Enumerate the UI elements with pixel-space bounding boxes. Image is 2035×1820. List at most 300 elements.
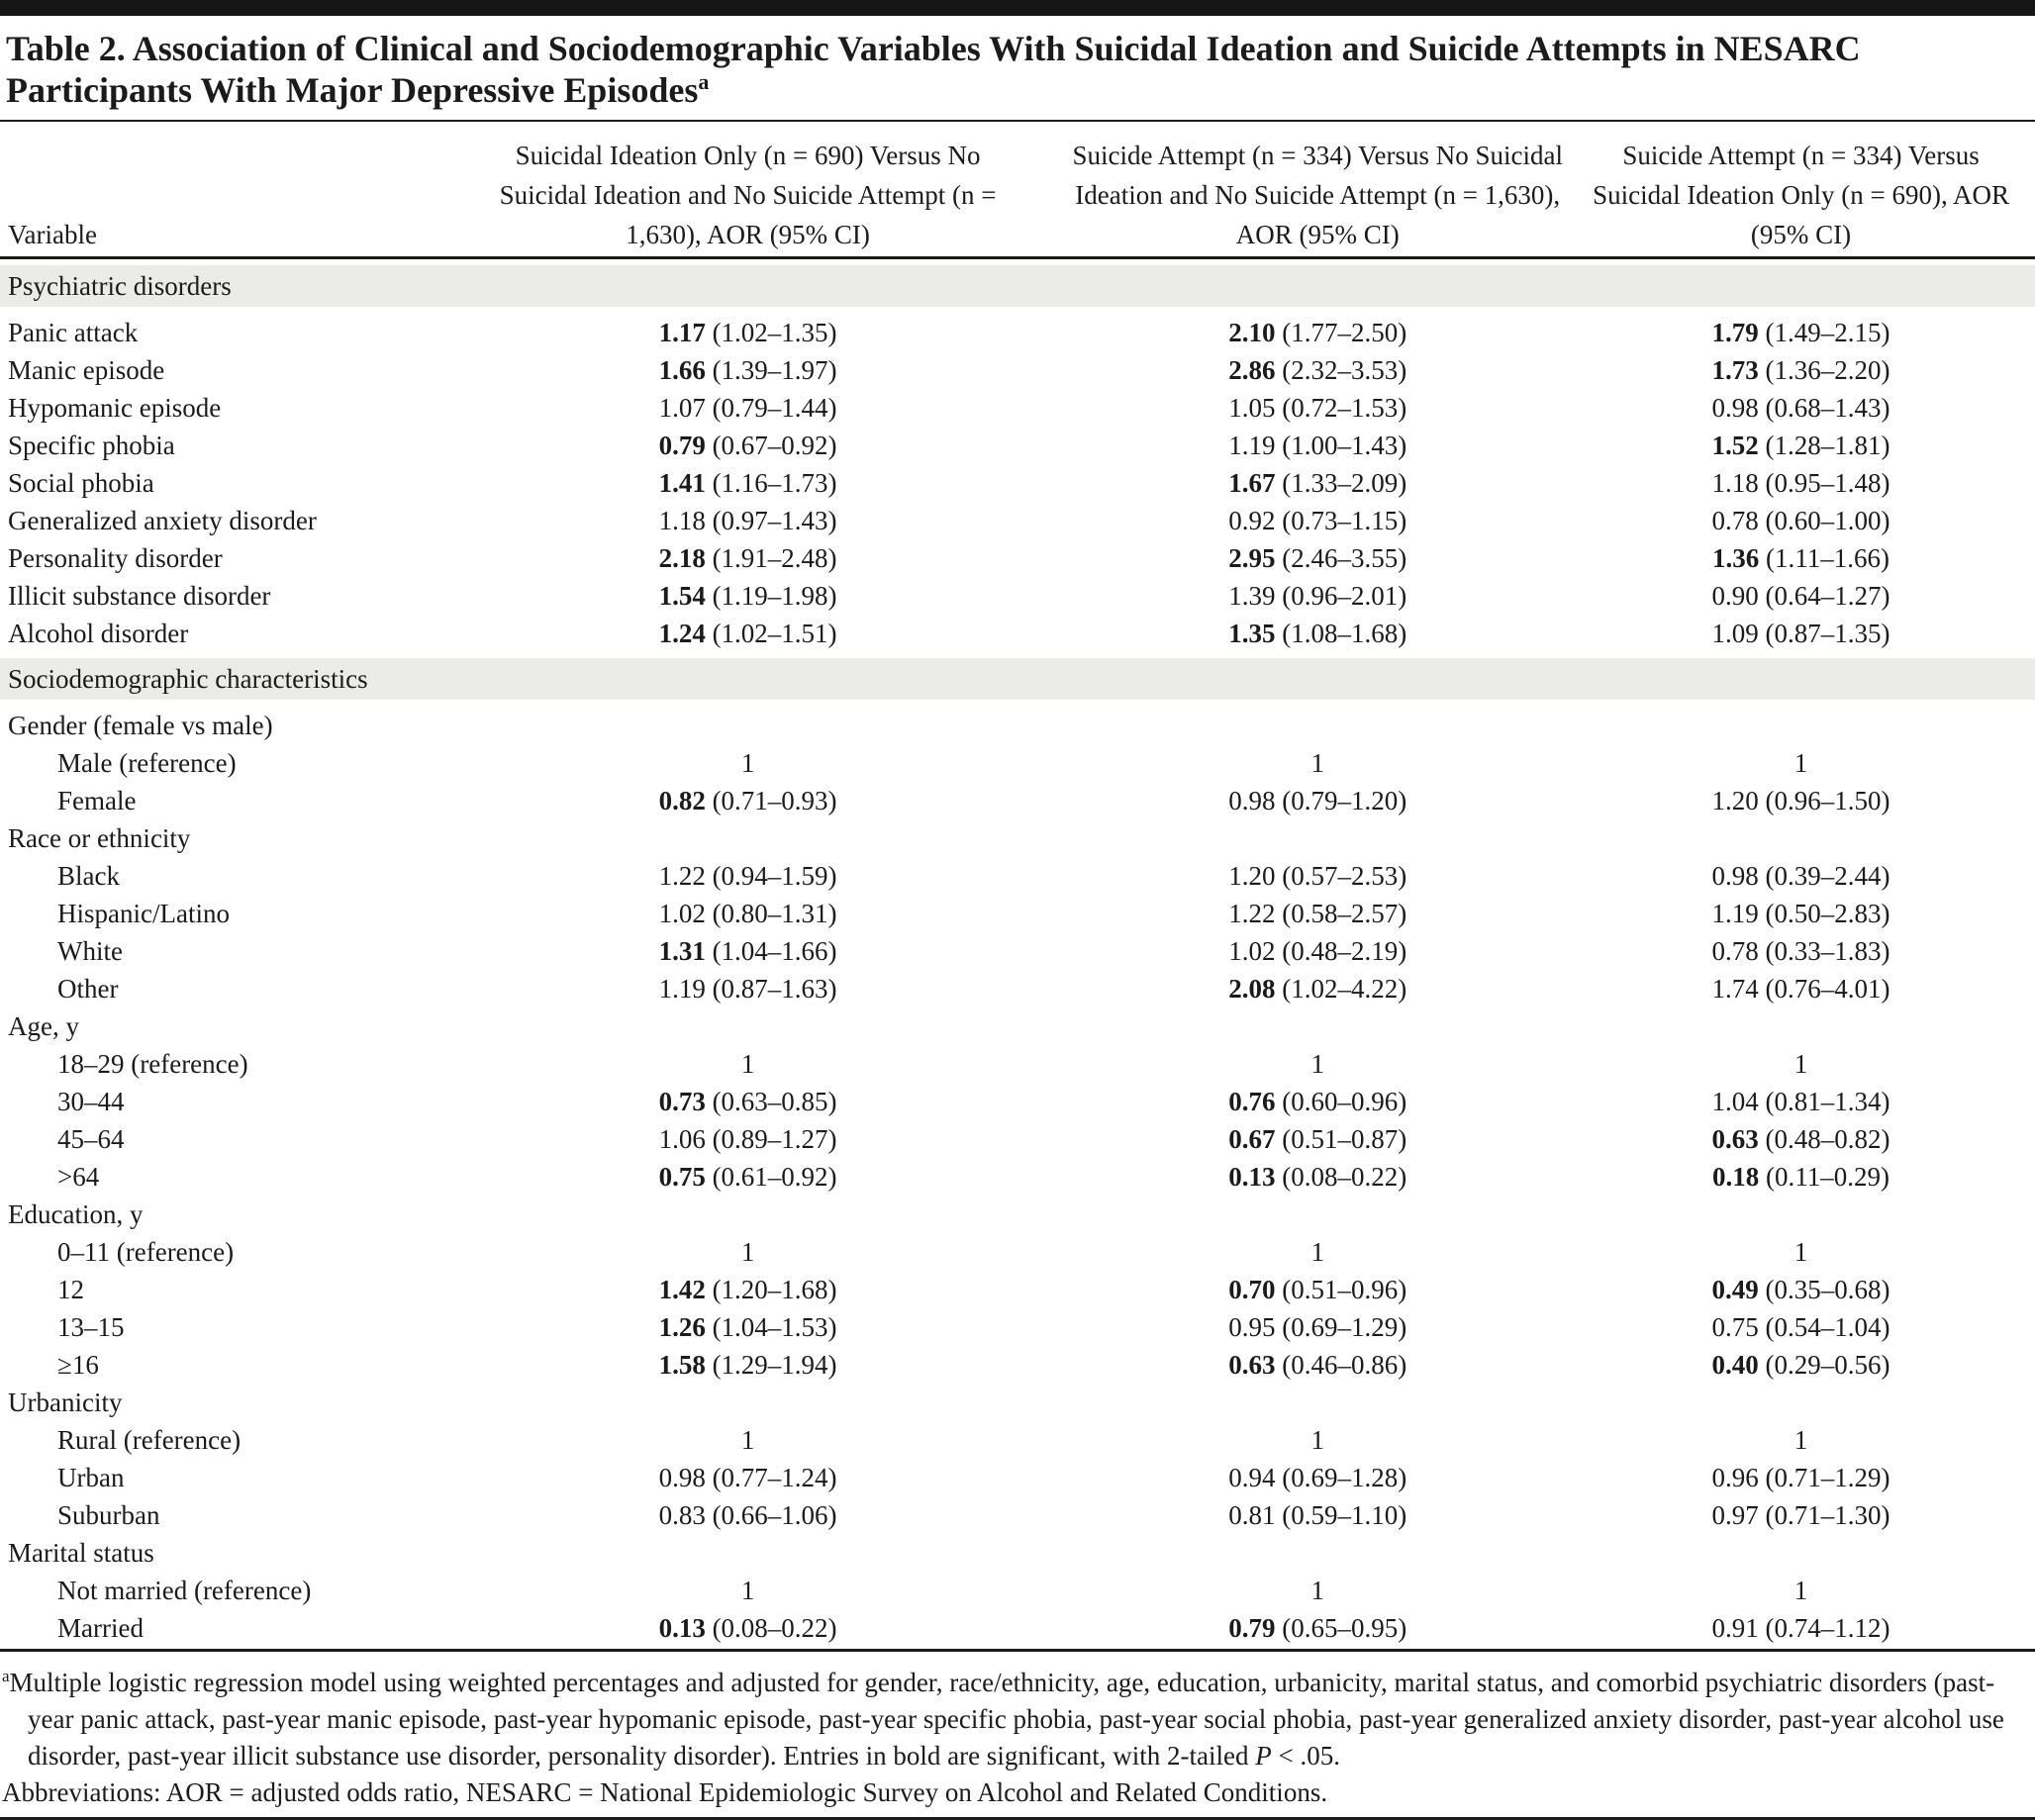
confidence-interval: (0.39–2.44) [1765,860,1890,891]
column-header-ideation-vs-none [428,122,1069,258]
aor-value-cell [428,1308,1069,1346]
confidence-interval: (0.48–2.19) [1282,935,1407,966]
confidence-interval: (0.48–0.82) [1765,1123,1890,1154]
aor-value-cell [1567,1045,2035,1083]
aor-value: 1 [740,1424,755,1455]
aor-value: 0.78 [1711,505,1759,535]
variable-label: Manic episode [8,354,165,385]
aor-value: 0.90 [1711,580,1759,611]
aor-value-cell [428,1572,1069,1609]
aor-value: 2.10 [1228,317,1276,347]
aor-value: 1 [1793,1575,1808,1605]
aor-value-cell [1567,1346,2035,1384]
confidence-interval: (0.60–1.00) [1765,505,1890,535]
page-bottom-rule [0,1817,2035,1820]
aor-value-cell [428,1045,1069,1083]
table-row [0,1346,2035,1384]
section-cell [0,257,2035,314]
variable-label: Panic attack [8,317,139,347]
confidence-interval: (1.77–2.50) [1282,317,1407,347]
confidence-interval: (0.87–1.63) [712,973,837,1004]
confidence-interval: (0.59–1.10) [1282,1499,1407,1530]
footnote-a-marker: a [2,1666,10,1685]
aor-value-cell [428,1609,1069,1647]
table-row [0,1496,2035,1534]
confidence-interval: (1.02–1.35) [712,317,837,347]
aor-value-cell [1068,895,1567,932]
aor-value: 0.78 [1711,935,1759,966]
aor-value-cell [1567,1308,2035,1346]
confidence-interval: (0.51–0.96) [1282,1274,1407,1304]
aor-value-cell [1068,1271,1567,1308]
aor-value: 0.49 [1711,1274,1759,1304]
aor-value: 1.24 [658,618,706,648]
confidence-interval: (0.96–1.50) [1765,785,1890,815]
aor-value: 0.97 [1711,1499,1759,1530]
aor-value-cell [1068,1346,1567,1384]
confidence-interval: (0.64–1.27) [1765,580,1890,611]
confidence-interval: (1.91–2.48) [712,542,837,573]
aor-value-cell [1068,539,1567,577]
aor-value: 1.52 [1711,430,1759,460]
aor-value-cell [428,539,1069,577]
confidence-interval: (0.87–1.35) [1765,618,1890,648]
aor-value: 0.82 [658,785,706,815]
variable-label: ≥16 [57,1349,99,1380]
aor-value: 0.13 [658,1612,706,1643]
aor-value-cell [428,351,1069,389]
table-row [0,1459,2035,1496]
variable-label: Urban [57,1462,125,1492]
aor-value-cell [428,389,1069,427]
aor-value-cell [1068,577,1567,615]
section-header-label: Psychiatric disorders [0,265,2035,307]
aor-value: 1.20 [1711,785,1759,815]
confidence-interval: (0.08–0.22) [712,1612,837,1643]
table-row [0,1609,2035,1647]
aor-value: 0.75 [658,1161,706,1192]
table-row [0,389,2035,427]
aor-value-cell [428,1384,1069,1421]
aor-value: 1.02 [1228,935,1276,966]
aor-value-cell [1068,1421,1567,1459]
table-title-text: Table 2. Association of Clinical and Sociodemographic Variables With Suicidal Ideation and Suicide Attempts in NESARC Participants With Major Depressive Episodes [6,29,1861,111]
aor-value: 1.18 [658,505,706,535]
aor-value: 0.79 [658,430,706,460]
table-title-footnote-marker: a [698,69,710,95]
variable-label: 45–64 [57,1123,125,1154]
confidence-interval: (2.32–3.53) [1282,354,1407,385]
footnotes [0,1658,2035,1811]
aor-value-cell [1068,1158,1567,1196]
variable-label: White [57,935,123,966]
aor-value: 0.96 [1711,1462,1759,1492]
aor-value-cell [1567,1120,2035,1158]
aor-value-cell [1567,351,2035,389]
aor-value: 0.98 [1711,392,1759,423]
aor-value-cell [428,895,1069,932]
aor-value-cell [1068,707,1567,744]
aor-value-cell [1068,351,1567,389]
aor-value-cell [1068,1045,1567,1083]
aor-value-cell [428,744,1069,782]
aor-value-cell [1567,1271,2035,1308]
aor-value-cell [428,464,1069,502]
aor-value-cell [1567,539,2035,577]
aor-value-cell [1567,932,2035,970]
section-row [0,652,2035,707]
aor-value: 1 [1310,1048,1324,1079]
column-header-attempt-vs-ideation [1567,122,2035,258]
aor-value-cell [1567,427,2035,464]
table-bottom-rule [0,1649,2035,1652]
aor-value-cell [1068,1233,1567,1271]
confidence-interval: (0.54–1.04) [1765,1311,1890,1342]
aor-value-cell [1068,1083,1567,1120]
variable-label: Suburban [57,1499,160,1530]
aor-value-cell [1567,1609,2035,1647]
aor-value-cell [1567,970,2035,1007]
aor-value: 1.41 [658,467,706,498]
aor-value: 1.18 [1711,467,1759,498]
aor-value-cell [1068,1496,1567,1534]
aor-value-cell [1068,1534,1567,1572]
confidence-interval: (1.00–1.43) [1282,430,1407,460]
table-row [0,1045,2035,1083]
aor-value-cell [428,970,1069,1007]
confidence-interval: (0.69–1.28) [1282,1462,1407,1492]
footnote-a-p-value: < .05. [1271,1740,1340,1771]
aor-value: 1.54 [658,580,706,611]
aor-value: 0.98 [658,1462,706,1492]
aor-value-cell [1068,1308,1567,1346]
aor-value-cell [428,707,1069,744]
aor-value: 1.42 [658,1274,706,1304]
table-row [0,1421,2035,1459]
variable-label: 13–15 [57,1311,125,1342]
aor-value: 0.92 [1228,505,1276,535]
aor-value: 0.67 [1228,1123,1276,1154]
aor-value-cell [428,314,1069,351]
aor-value-cell [428,819,1069,857]
aor-value: 1 [1310,1575,1324,1605]
aor-value: 0.18 [1712,1161,1760,1192]
aor-value: 1.39 [1228,580,1276,611]
aor-value-cell [428,1196,1069,1233]
confidence-interval: (0.73–1.15) [1282,505,1407,535]
aor-value-cell [428,427,1069,464]
variable-label: Black [57,860,120,891]
variable-label: 30–44 [57,1086,125,1116]
aor-value: 0.91 [1711,1612,1759,1643]
aor-value-cell [1068,782,1567,819]
confidence-interval: (0.97–1.43) [712,505,837,535]
confidence-interval: (0.89–1.27) [712,1123,837,1154]
aor-value: 1 [1310,1424,1324,1455]
aor-value: 1 [740,1575,755,1605]
aor-value-cell [428,1271,1069,1308]
confidence-interval: (0.33–1.83) [1765,935,1890,966]
confidence-interval: (0.96–2.01) [1282,580,1407,611]
column-header-attempt-vs-none [1068,122,1567,258]
variable-label: 18–29 (reference) [57,1048,248,1079]
group-row [0,1384,2035,1421]
table-row [0,970,2035,1007]
confidence-interval: (0.57–2.53) [1282,860,1407,891]
group-label: Gender (female vs male) [8,710,273,740]
confidence-interval: (0.46–0.86) [1282,1349,1407,1380]
aor-value-cell [1567,1196,2035,1233]
aor-value: 1 [1793,1424,1808,1455]
aor-value-cell [1068,1120,1567,1158]
table-row [0,351,2035,389]
aor-value-cell [428,1233,1069,1271]
confidence-interval: (0.71–1.29) [1765,1462,1890,1492]
column-header-attempt-vs-none-text: Suicide Attempt (n = 334) Versus No Suicidal Ideation and No Suicide Attempt (n = 1,630), AOR (95% CI) [1072,140,1563,249]
aor-value-cell [1068,1459,1567,1496]
aor-value-cell [1068,1572,1567,1609]
group-label: Age, y [8,1010,79,1041]
aor-value-cell [428,932,1069,970]
aor-value-cell [1068,427,1567,464]
group-row [0,1534,2035,1572]
aor-value: 1.07 [658,392,706,423]
aor-value: 0.40 [1711,1349,1759,1380]
aor-value: 0.13 [1228,1161,1276,1192]
table-row [0,539,2035,577]
aor-value-cell [1567,819,2035,857]
aor-value: 2.18 [658,542,706,573]
confidence-interval: (0.51–0.87) [1282,1123,1407,1154]
confidence-interval: (1.16–1.73) [712,467,837,498]
confidence-interval: (0.79–1.20) [1282,785,1407,815]
table-row [0,502,2035,539]
aor-value: 1.05 [1228,392,1276,423]
aor-value-cell [1068,970,1567,1007]
aor-value: 0.70 [1228,1274,1276,1304]
column-header-attempt-vs-ideation-text: Suicide Attempt (n = 334) Versus Suicidal Ideation Only (n = 690), AOR (95% CI) [1593,140,2010,249]
aor-value: 1 [740,1236,755,1267]
confidence-interval: (0.80–1.31) [712,898,837,928]
aor-value: 1.19 [658,973,706,1004]
confidence-interval: (1.08–1.68) [1282,618,1407,648]
group-label: Race or ethnicity [8,822,191,853]
footnote-a [2,1658,2035,1774]
aor-value-cell [428,1496,1069,1534]
aor-value-cell [428,1346,1069,1384]
confidence-interval: (1.39–1.97) [712,354,837,385]
group-label: Marital status [8,1537,154,1568]
aor-value: 1.04 [1711,1086,1759,1116]
confidence-interval: (0.71–0.93) [712,785,837,815]
aor-value-cell [1567,1496,2035,1534]
aor-value-cell [1068,1196,1567,1233]
page-top-bar [0,0,2035,16]
aor-value-cell [428,1120,1069,1158]
confidence-interval: (0.74–1.12) [1765,1612,1890,1643]
aor-value-cell [428,1158,1069,1196]
aor-value-cell [1567,1534,2035,1572]
confidence-interval: (0.71–1.30) [1765,1499,1890,1530]
aor-value: 1.19 [1228,430,1276,460]
aor-value-cell [1567,895,2035,932]
aor-value: 1.74 [1711,973,1759,1004]
aor-value-cell [428,782,1069,819]
aor-value-cell [1567,577,2035,615]
aor-value-cell [1068,314,1567,351]
footnote-a-text: Multiple logistic regression model using weighted percentages and adjusted for gender, race/ethnicity, age, education, urbanicity, marital status, and comorbid psychiatric disorders (past-year panic attack, past-year manic episode, past-year hypomanic episode, past-year specific phobia, past-year social phobia, past-year generalized anxiety disorder, past-year alcohol use disorder, past-year illicit substance use disorder, personality disorder). Entries in bold are significant, with 2-tailed [9,1667,2004,1771]
confidence-interval: (1.20–1.68) [712,1274,837,1304]
aor-value: 1.22 [658,860,706,891]
aor-value-cell [1068,615,1567,652]
table-row [0,1158,2035,1196]
confidence-interval: (0.81–1.34) [1765,1086,1890,1116]
confidence-interval: (1.28–1.81) [1765,430,1890,460]
variable-label: >64 [57,1161,100,1192]
aor-value-cell [1567,1233,2035,1271]
confidence-interval: (0.35–0.68) [1765,1274,1890,1304]
footnote-abbreviations: Abbreviations: AOR = adjusted odds ratio, NESARC = National Epidemiologic Survey on Alcohol and Related Conditions. [2,1776,1328,1807]
aor-value-cell [1567,1158,2035,1196]
aor-value: 2.08 [1228,973,1276,1004]
confidence-interval: (1.11–1.66) [1766,542,1890,573]
aor-value-cell [428,1421,1069,1459]
table-row [0,314,2035,351]
table-row [0,427,2035,464]
table-row [0,1083,2035,1120]
aor-value: 1 [1310,1236,1324,1267]
table-row [0,932,2035,970]
confidence-interval: (1.33–2.09) [1282,467,1407,498]
aor-value: 1.66 [658,354,706,385]
table-row [0,615,2035,652]
aor-value-cell [1567,464,2035,502]
aor-value: 0.98 [1228,785,1276,815]
aor-value: 1.22 [1228,898,1276,928]
aor-value: 1 [1793,747,1808,778]
confidence-interval: (0.66–1.06) [712,1499,837,1530]
footnote-a-p-italic: P [1255,1740,1272,1771]
confidence-interval: (0.11–0.29) [1766,1161,1890,1192]
confidence-interval: (0.60–0.96) [1282,1086,1407,1116]
confidence-interval: (1.49–2.15) [1765,317,1890,347]
variable-label: Rural (reference) [57,1424,242,1455]
table-row [0,782,2035,819]
table-row [0,895,2035,932]
aor-value-cell [1068,464,1567,502]
aor-value: 1.19 [1711,898,1759,928]
variable-label: Social phobia [8,467,154,498]
aor-value: 1.73 [1711,354,1759,385]
aor-value-cell [428,615,1069,652]
confidence-interval: (1.36–2.20) [1765,354,1890,385]
confidence-interval: (2.46–3.55) [1282,542,1407,573]
aor-value: 1.35 [1228,618,1276,648]
aor-value-cell [1068,932,1567,970]
aor-value: 1.17 [658,317,706,347]
confidence-interval: (1.04–1.66) [712,935,837,966]
aor-value: 0.63 [1711,1123,1759,1154]
confidence-interval: (1.29–1.94) [712,1349,837,1380]
aor-value: 1.79 [1711,317,1759,347]
variable-label: Hispanic/Latino [57,898,230,928]
confidence-interval: (0.69–1.29) [1282,1311,1407,1342]
table-row [0,857,2035,895]
confidence-interval: (0.50–2.83) [1765,898,1890,928]
aor-value: 1.20 [1228,860,1276,891]
confidence-interval: (1.02–4.22) [1282,973,1407,1004]
variable-label: Hypomanic episode [8,392,222,423]
aor-value: 1.31 [658,935,706,966]
table-row [0,1271,2035,1308]
variable-label: 12 [57,1274,84,1304]
aor-value-cell [428,1007,1069,1045]
column-header-ideation-vs-none-text: Suicidal Ideation Only (n = 690) Versus No Suicidal Ideation and No Suicide Attempt (n = 1,630), AOR (95% CI) [499,140,997,249]
table-body [0,257,2035,1647]
variable-label: Male (reference) [57,747,237,778]
aor-value-cell [1567,857,2035,895]
variable-label: Other [57,973,119,1004]
aor-value-cell [1567,1421,2035,1459]
confidence-interval: (0.76–4.01) [1765,973,1890,1004]
confidence-interval: (0.08–0.22) [1282,1161,1407,1192]
aor-value-cell [1567,1572,2035,1609]
variable-label: Personality disorder [8,542,223,573]
table-row [0,1233,2035,1271]
section-cell [0,652,2035,707]
confidence-interval: (1.04–1.53) [712,1311,837,1342]
aor-value: 1.06 [658,1123,706,1154]
aor-value: 0.79 [1228,1612,1276,1643]
table-row [0,577,2035,615]
aor-value: 0.98 [1711,860,1759,891]
aor-value: 0.83 [658,1499,706,1530]
aor-value-cell [428,1534,1069,1572]
aor-value: 1 [740,747,755,778]
aor-value-cell [1567,502,2035,539]
confidence-interval: (0.79–1.44) [712,392,837,423]
aor-value: 0.81 [1228,1499,1276,1530]
table-title [6,28,1906,112]
aor-value-cell [1068,1609,1567,1647]
aor-value: 0.73 [658,1086,706,1116]
variable-label: 0–11 (reference) [57,1236,235,1267]
table-row [0,464,2035,502]
aor-value: 0.94 [1228,1462,1276,1492]
confidence-interval: (0.68–1.43) [1765,392,1890,423]
confidence-interval: (0.58–2.57) [1282,898,1407,928]
column-header-variable: Variable [0,122,428,258]
aor-value-cell [1068,857,1567,895]
aor-value: 1.02 [658,898,706,928]
confidence-interval: (0.95–1.48) [1765,467,1890,498]
table-row [0,1572,2035,1609]
aor-value: 1 [1310,747,1324,778]
aor-value: 1.67 [1228,467,1276,498]
group-row [0,819,2035,857]
table-row [0,1120,2035,1158]
aor-value: 2.95 [1228,542,1276,573]
aor-value-cell [1567,1007,2035,1045]
aor-value-cell [1068,819,1567,857]
header-row [0,122,2035,258]
confidence-interval: (0.63–0.85) [712,1086,837,1116]
aor-value-cell [428,1459,1069,1496]
confidence-interval: (0.61–0.92) [712,1161,837,1192]
aor-value-cell [1068,502,1567,539]
aor-value-cell [1068,389,1567,427]
confidence-interval: (0.77–1.24) [712,1462,837,1492]
